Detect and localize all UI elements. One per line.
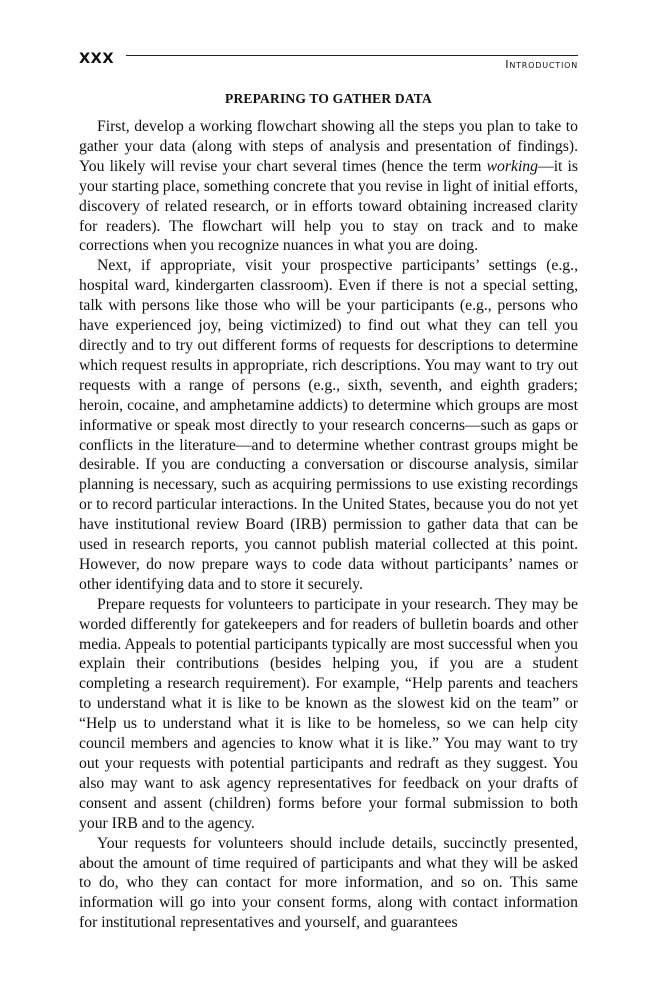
paragraph-rest-text: —it is your starting place, something concrete that you revise in light of initial efforts, discovery of related research, or in efforts toward obtaining increased clarity for readers). The flowchart will help you to stay on track and to make corrections when you recognize nuances in what you are doing. [79,157,578,255]
paragraph-lead-text: First, develop a working flowchart showing all the steps you plan to take to gather your data (along with steps of analysis and presentation of findings). You likely will revise your chart several times (hence the term [79,118,578,175]
emphasized-term: working [486,157,538,175]
page-number: XXX [79,51,115,67]
paragraph-settings: Next, if appropriate, visit your prospective participants’ settings (e.g., hospital ward, kindergarten classroom). Even if there is not a special setting, talk with persons like those who will be your participants (e.g., persons who have experienced joy, being victimized) to find out what they can tell you directly and to try out different forms of requests for descriptions to determine which request results in appropriate, rich descriptions. You may want to try out requests with a range of persons (e.g., sixth, seventh, and eighth graders; heroin, cocaine, and amphetamine addicts) to determine which groups are most informative or speak most directly to your research concerns—such as gaps or conflicts in the literature—and to determine whether contrast groups might be desirable. If you are conducting a conversation or discourse analysis, similar planning is necessary, such as acquiring permissions to use existing recordings or to record particular interactions. In the United States, because you do not yet have institutional review Board (IRB) permission to gather data that can be used in research reports, you cannot publish material collected at this point. However, do now prepare ways to code data without participants’ names or other identifying data and to store it securely. [79,257,578,593]
paragraph-volunteers: Prepare requests for volunteers to participate in your research. They may be worded differently for gatekeepers and for readers of bulletin boards and other media. Appeals to potential participants typically are most successful when you explain their contributions (besides helping you, if you are a student completing a research requirement). For example, “Help parents and teachers to understand what it is like to be known as the slowest kid on the team” or “Help us to understand what it is like to be homeless, so we can help city council members and agencies to know what it is like.” You may want to try out your requests with potential participants and redraft as they suggest. You also may want to ask agency representatives for feedback on your drafts of consent and assent (children) forms before your formal submission to both your IRB and to the agency. [79,595,578,832]
paragraph-requests: Your requests for volunteers should include details, succinctly presented, about the amount of time required of participants and what they will be asked to do, who they can contact for more information, and so on. This same information will go into your consent forms, along with contact information for institutional representatives and yourself, and guarantees [79,834,578,932]
section-heading: PREPARING TO GATHER DATA [225,91,432,106]
running-title: Introduction [505,58,578,71]
paragraph-flowchart [79,117,578,256]
running-head [79,51,578,71]
page-body [79,90,578,933]
header-rule [126,55,578,56]
